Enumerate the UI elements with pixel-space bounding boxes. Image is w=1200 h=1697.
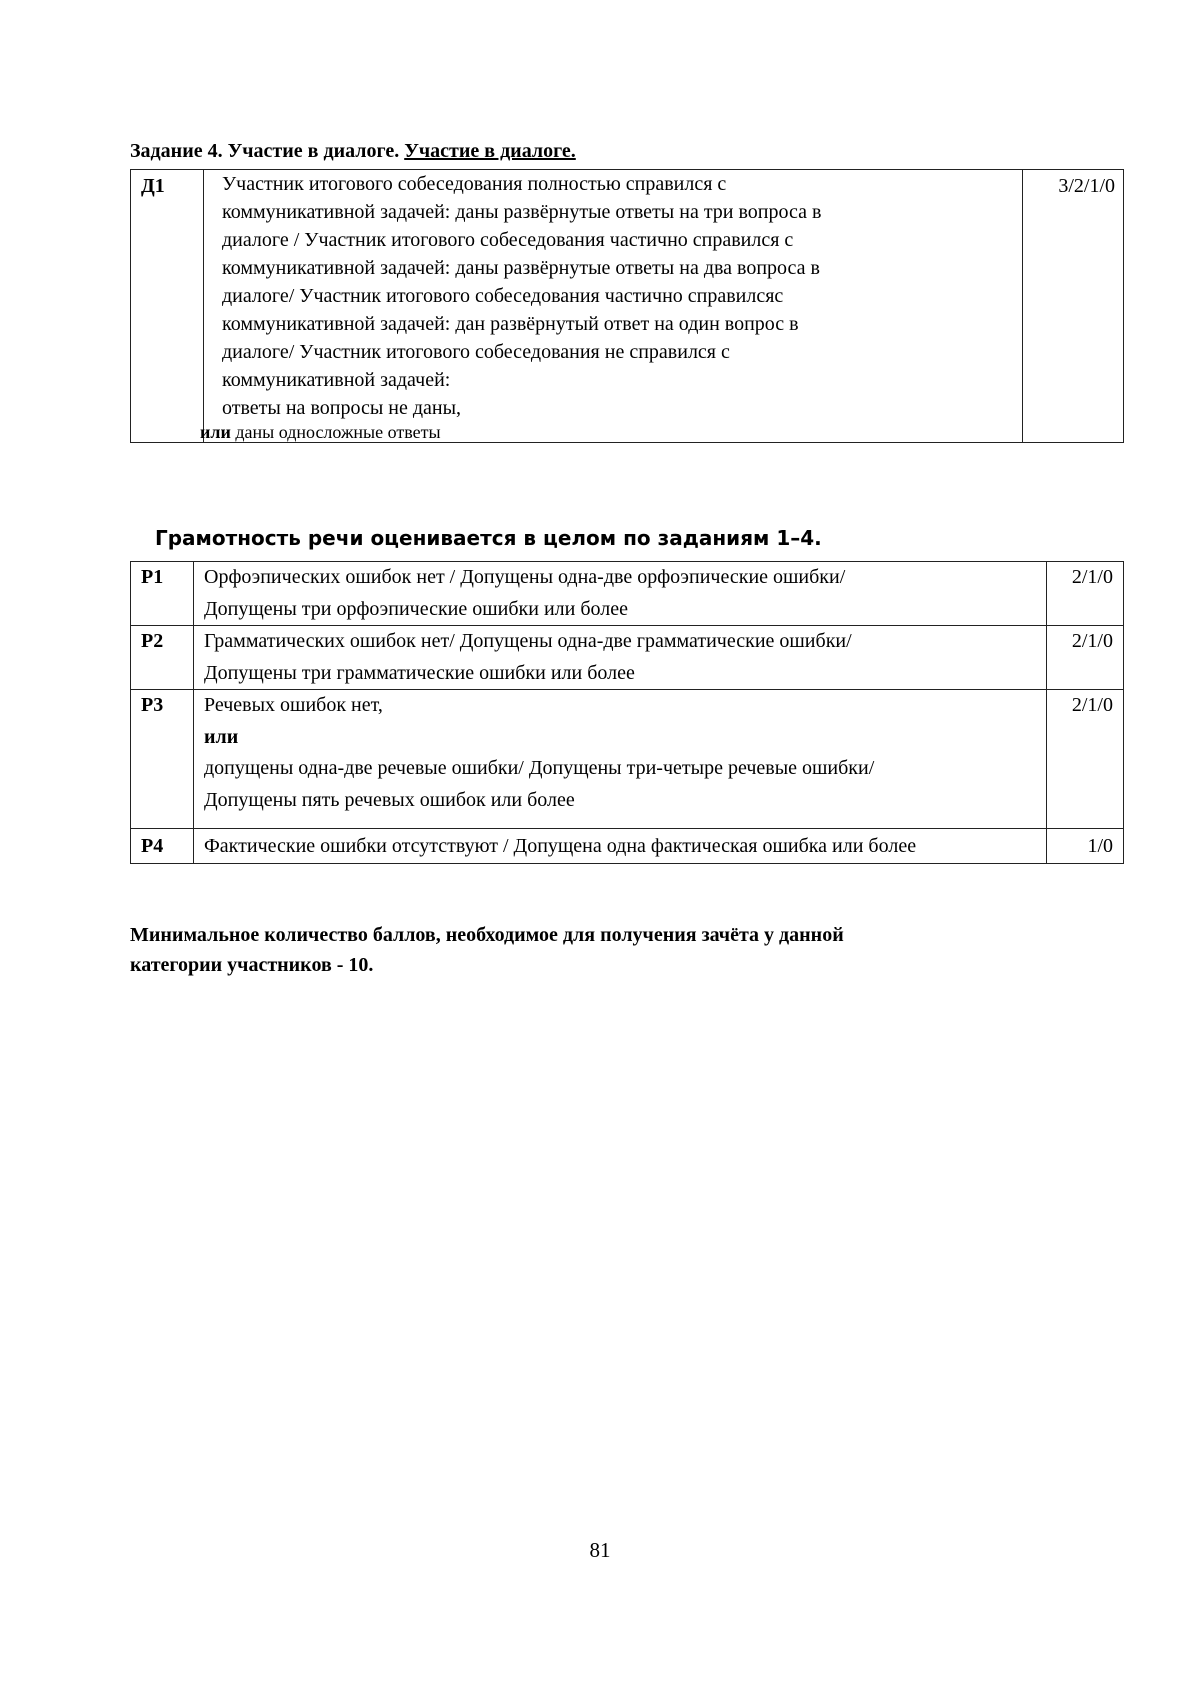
d1-line: диалоге/ Участник итогового собеседования частично справилсяс xyxy=(222,285,784,307)
p3-line: Допущены пять речевых ошибок или более xyxy=(204,788,575,811)
criterion-score: 3/2/1/0 xyxy=(1023,170,1124,443)
criterion-code: Р3 xyxy=(131,690,194,829)
d1-line: Участник итогового собеседования полностью справился с xyxy=(222,173,727,195)
criterion-description xyxy=(194,626,1047,690)
criterion-description xyxy=(200,170,1023,443)
literacy-heading: Грамотность речи оценивается в целом по заданиям 1–4. xyxy=(155,526,822,550)
d1-line: диалоге / Участник итогового собеседования частично справился с xyxy=(222,229,794,251)
p3-line: Речевых ошибок нет, xyxy=(204,694,383,716)
literacy-criteria-table xyxy=(130,561,1124,864)
criterion-description xyxy=(194,690,1047,829)
table-row-p1 xyxy=(131,562,1124,626)
criterion-code: Д1 xyxy=(131,170,204,443)
task4-heading xyxy=(130,139,576,163)
d1-line: коммуникативной задачей: даны развёрнутые ответы на два вопроса в xyxy=(222,257,820,279)
table-row-p4 xyxy=(131,829,1124,864)
minimum-score-line: Минимальное количество баллов, необходимое для получения зачёта у данной xyxy=(130,924,844,946)
criterion-score: 1/0 xyxy=(1047,829,1124,864)
p3-line: допущены одна-две речевые ошибки/ Допущены три-четыре речевые ошибки/ xyxy=(204,757,875,779)
criterion-description xyxy=(194,562,1047,626)
criterion-code: Р4 xyxy=(131,829,194,864)
d1-line: ответы на вопросы не даны, xyxy=(222,397,462,419)
page-number: 81 xyxy=(589,1538,611,1562)
d1-criteria-table xyxy=(130,169,1124,443)
criterion-score: 2/1/0 xyxy=(1047,626,1124,690)
criterion-score: 2/1/0 xyxy=(1047,562,1124,626)
table-row-d1 xyxy=(131,170,1124,443)
p1-line: Орфоэпических ошибок нет / Допущены одна-две орфоэпические ошибки/ xyxy=(204,566,846,588)
task4-heading-underlined: Участие в диалоге. xyxy=(404,140,576,162)
p2-line: Допущены три грамматические ошибки или более xyxy=(204,661,635,684)
table-row-p3 xyxy=(131,690,1124,829)
criterion-code: Р1 xyxy=(131,562,194,626)
d1-last-line xyxy=(200,422,1012,442)
criterion-description: Фактические ошибки отсутствуют / Допущена одна фактическая ошибка или более xyxy=(194,829,1047,864)
p3-or-line: или xyxy=(204,725,239,748)
criterion-code: Р2 xyxy=(131,626,194,690)
d1-line: диалоге/ Участник итогового собеседования не справился с xyxy=(222,341,730,363)
d1-line: коммуникативной задачей: даны развёрнутые ответы на три вопроса в xyxy=(222,201,822,223)
p1-line: Допущены три орфоэпические ошибки или более xyxy=(204,597,628,620)
task4-heading-prefix: Задание 4. Участие в диалоге. xyxy=(130,140,405,162)
minimum-score-note xyxy=(130,920,1030,980)
d1-last-line-bold: или xyxy=(200,422,231,442)
d1-line: коммуникативной задачей: xyxy=(222,369,451,391)
minimum-score-line: категории участников - 10. xyxy=(130,954,374,976)
criterion-score: 2/1/0 xyxy=(1047,690,1124,829)
d1-last-line-rest: даны односложные ответы xyxy=(230,422,441,442)
p2-line: Грамматических ошибок нет/ Допущены одна-две грамматические ошибки/ xyxy=(204,630,852,652)
d1-line: коммуникативной задачей: дан развёрнутый ответ на один вопрос в xyxy=(222,313,799,335)
table-row-p2 xyxy=(131,626,1124,690)
